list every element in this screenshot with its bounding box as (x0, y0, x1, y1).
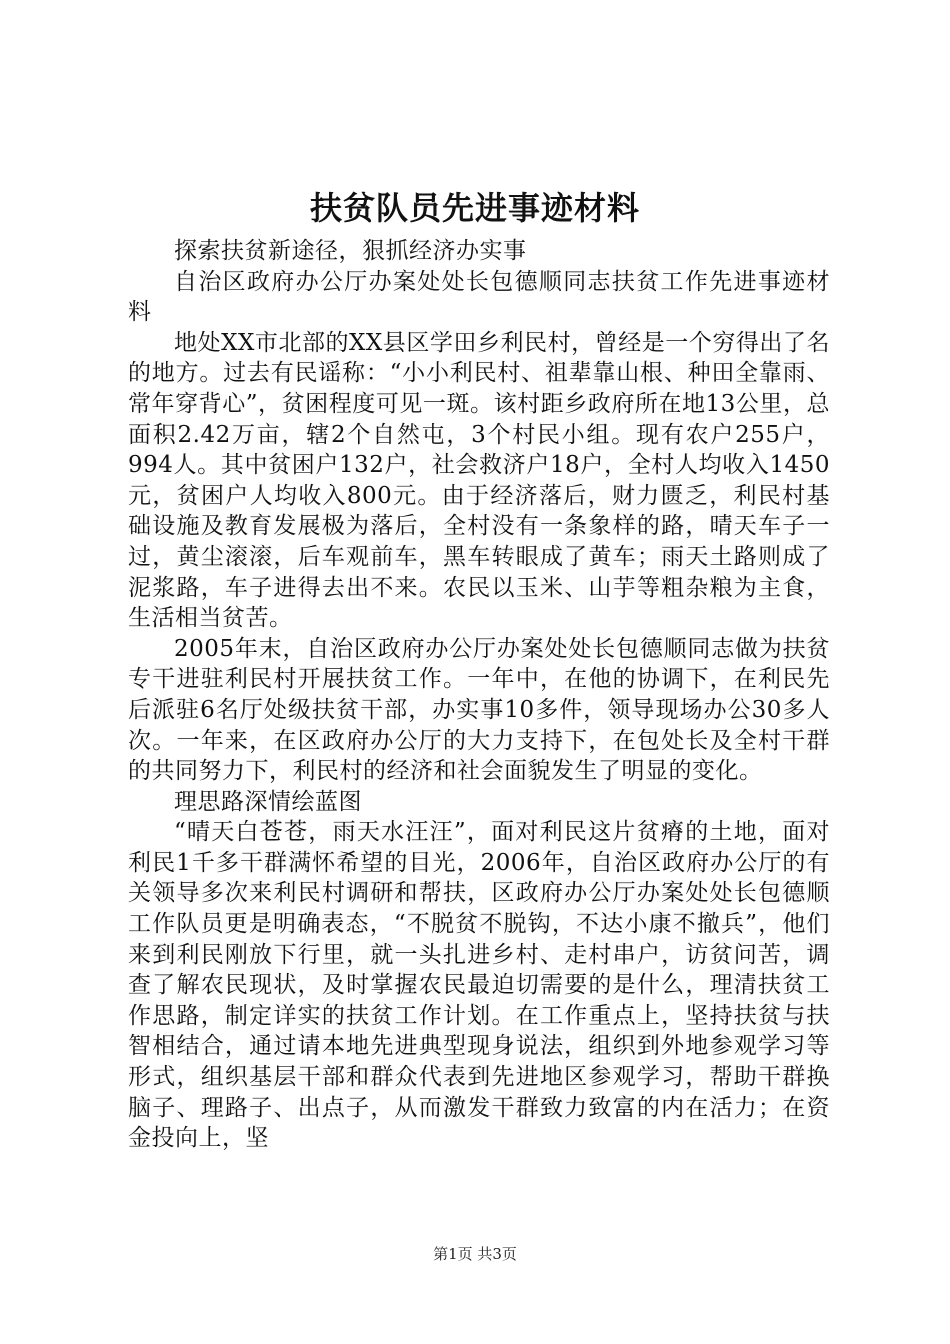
page-footer: 第1页 共3页 (433, 1245, 517, 1263)
paragraph-heading-material: 自治区政府办公厅办案处处长包德顺同志扶贫工作先进事迹材料 (128, 268, 830, 326)
document-title: 扶贫队员先进事迹材料 (309, 189, 640, 227)
paragraph-village-background: 地处XX市北部的XX县区学田乡利民村，曾经是一个穷得出了名的地方。过去有民谣称：“小小利民村、祖辈靠山根、种田全靠雨、常年穿背心”，贫困程度可见一斑。该村距乡政府所在地13公里，总面积2.42万亩，辖2个自然屯，3个村民小组。现有农户255户，994人。其中贫困户132户，社会救济户18户，全村人均收入1450元，贫困户人均收入800元。由于经济落后，财力匮乏，利民村基础设施及教育发展极为落后，全村没有一条象样的路，晴天车子一过，黄尘滚滚，后车观前车，黑车转眼成了黄车；雨天土路则成了泥浆路，车子进得去出不来。农民以玉米、山芋等粗杂粮为主食，生活相当贫苦。 (128, 329, 830, 632)
paragraph-section-heading: 理思路深情绘蓝图 (174, 788, 362, 815)
paragraph-subtitle: 探索扶贫新途径，狠抓经济办实事 (174, 238, 527, 264)
paragraph-2005-work: 2005年末，自治区政府办公厅办案处处长包德顺同志做为扶贫专干进驻利民村开展扶贫工作。一年中，在他的协调下，在利民先后派驻6名厅处级扶贫干部，办实事10多件，领导现场办公30多人次。一年来，在区政府办公厅的大力支持下，在包处长及全村干群的共同努力下，利民村的经济和社会面貌发生了明显的变化。 (128, 635, 830, 785)
paragraph-blueprint: “晴天白苍苍，雨天水汪汪”，面对利民这片贫瘠的土地，面对利民1千多干群满怀希望的目光，2006年，自治区政府办公厅的有关领导多次来利民村调研和帮扶，区政府办公厅办案处处长包德顺工作队员更是明确表态，“不脱贫不脱钩，不达小康不撤兵”，他们来到利民刚放下行里，就一头扎进乡村、走村串户，访贫问苦，调查了解农民现状，及时掌握农民最迫切需要的是什么，理清扶贫工作思路，制定详实的扶贫工作计划。在工作重点上，坚持扶贫与扶智相结合，通过请本地先进典型现身说法，组织到外地参观学习等形式，组织基层干部和群众代表到先进地区参观学习，帮助干群换脑子、理路子、出点子，从而激发干群致力致富的内在活力；在资金投向上，坚 (128, 819, 830, 1152)
document-body (128, 236, 830, 1154)
